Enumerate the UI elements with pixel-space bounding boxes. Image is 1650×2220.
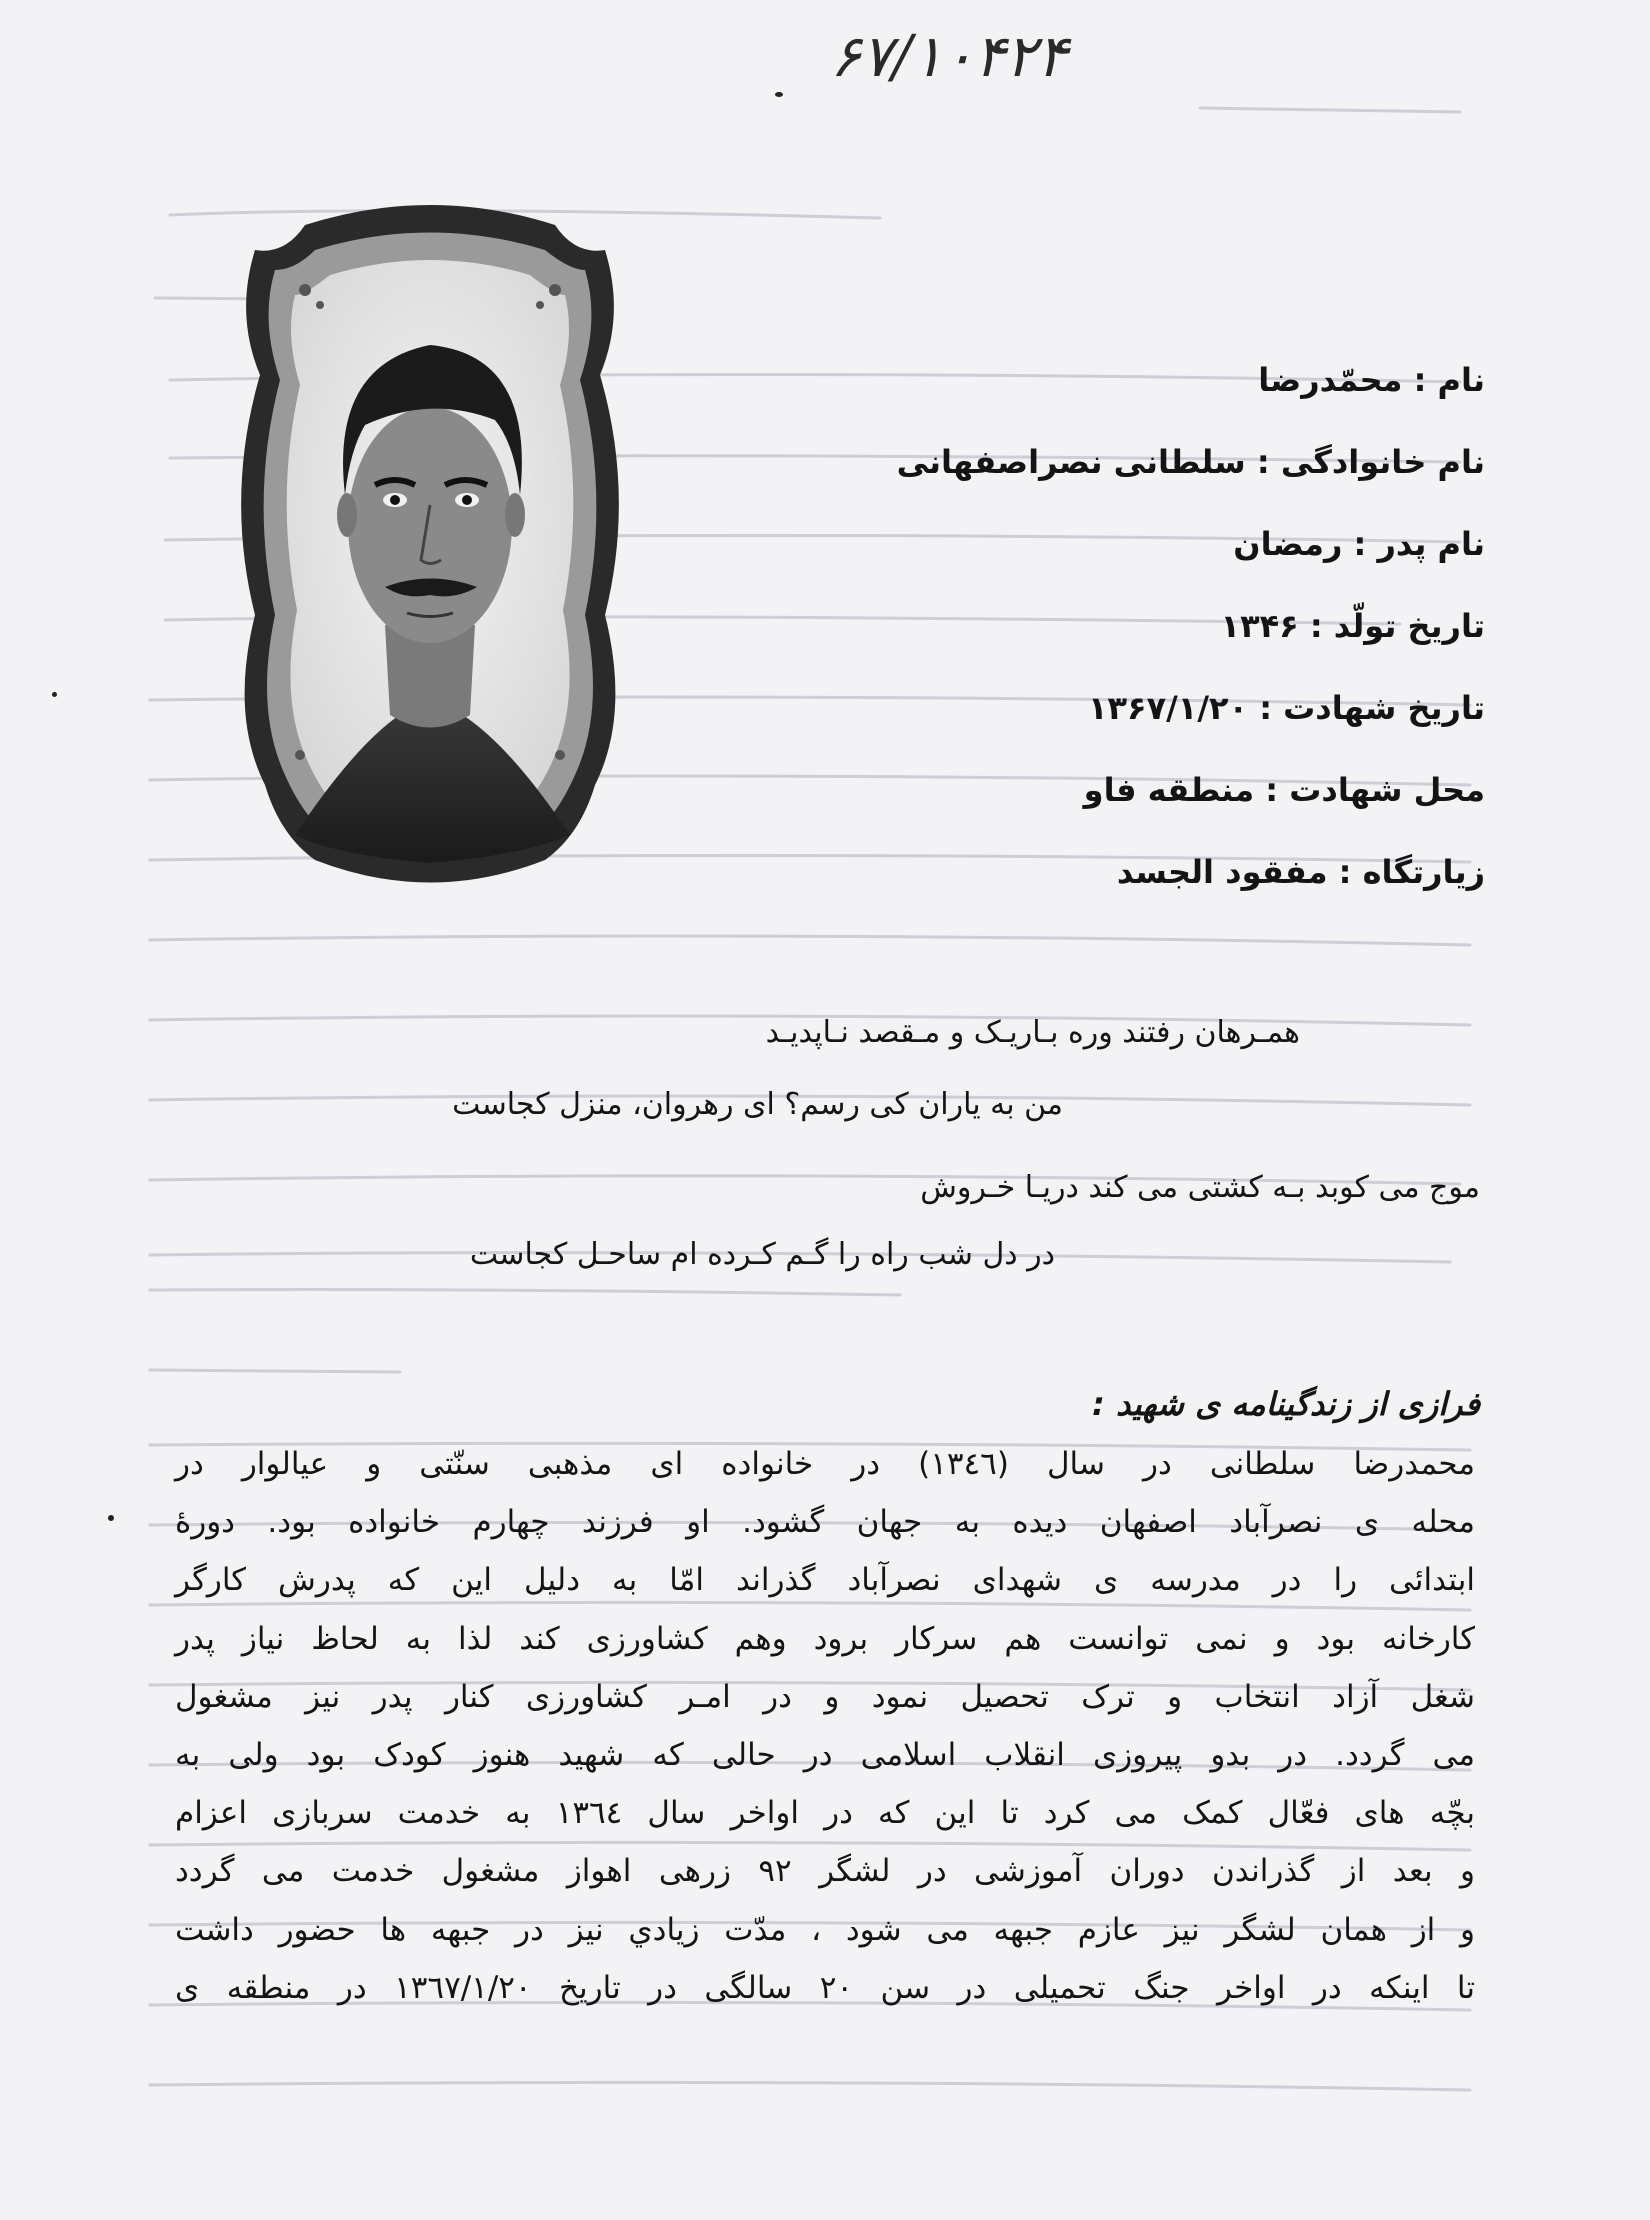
- info-label: تاریخ شهادت: [1283, 689, 1485, 727]
- scan-speck: [108, 1515, 114, 1521]
- info-value: سلطانی نصراصفهانی: [896, 443, 1246, 481]
- poem-line: موج می کوبد بـه کشتی می کند دریـا خـروش: [920, 1170, 1480, 1205]
- info-separator: :: [1254, 771, 1290, 809]
- poem-line: در دل شب راه را گـم کـرده ام ساحـل کجاست: [469, 1237, 1055, 1272]
- info-value: محمّدرضا: [1258, 361, 1403, 399]
- bio-line: محله ی نصرآباد اصفهان دیده به جهان گشود. او فرزند چهارم خانواده بود. دورهٔ: [175, 1504, 1475, 1541]
- poem-verse-4: [140, 1237, 1480, 1272]
- info-separator: :: [1342, 525, 1378, 563]
- martyr-portrait: [225, 195, 635, 895]
- bio-line: کارخانه بود و نمی توانست هم سرکار برود وهم کشاورزی کند لذا به لحاظ نیاز پدر: [175, 1620, 1475, 1657]
- info-value: منطقه فاو: [1083, 771, 1255, 809]
- bio-line: ابتدائی را در مدرسه ی شهدای نصرآباد گذراند امّا به دلیل این که پدرش کارگر: [175, 1562, 1475, 1599]
- info-label: نام خانوادگی: [1280, 443, 1485, 481]
- info-label: نام: [1437, 361, 1485, 399]
- info-value: ۱۳۴۶: [1220, 607, 1299, 645]
- info-separator: :: [1248, 689, 1284, 727]
- bio-line: محمدرضا سلطانی در سال (۱۳٤٦) در خانواده ای مذهبی سنّتی و عیالوار در: [175, 1446, 1476, 1482]
- poem-line: همـرهان رفتند وره بـاریـک و مـقصد نـاپدیـد: [765, 1015, 1300, 1050]
- poem-verse-1: [140, 1015, 1480, 1050]
- scan-speck: [775, 92, 783, 97]
- scan-speck: [52, 692, 57, 697]
- info-value: ۱۳۶۷/۱/۲۰: [1087, 689, 1249, 727]
- info-label: زیارتگاه: [1362, 853, 1485, 891]
- info-label: تاریخ تولّد: [1333, 607, 1485, 645]
- bio-line: تا اینکه در اواخر جنگ تحمیلی در سن ۲۰ سالگی در تاریخ ۱۳٦۷/۱/۲۰ در منطقه ی: [175, 1969, 1476, 2006]
- poem-verse-3: [140, 1170, 1480, 1205]
- info-line: [765, 673, 1485, 755]
- info-label: نام پدر: [1377, 525, 1485, 563]
- poem-line: من به یاران کی رسم؟ ای رهروان، منزل کجاست: [452, 1087, 1063, 1122]
- bio-line: شغل آزاد انتخاب و ترک تحصیل نمود و در امـر کشاورزی کنار پدر نیز مشغول: [175, 1678, 1475, 1715]
- bio-line: می گردد. در بدو پیروزی انقلاب اسلامی در حالی که شهید هنوز کودک بود ولی به: [175, 1737, 1475, 1774]
- info-value: رمضان: [1233, 525, 1343, 563]
- martyr-info: [765, 345, 1485, 919]
- info-line: [765, 345, 1485, 427]
- bio-line: بچّه های فعّال کمک می کرد تا این که در اواخر سال ۱۳٦٤ به خدمت سربازی اعزام: [175, 1795, 1475, 1832]
- info-line: [765, 427, 1485, 509]
- handwritten-file-number: ۶۷/۱۰۴۲۴: [830, 22, 1068, 90]
- info-separator: :: [1245, 443, 1281, 481]
- info-line: [765, 591, 1485, 673]
- info-value: مفقود الجسد: [1116, 853, 1328, 891]
- bio-line: و بعد از گذراندن دوران آموزشی در لشگر ۹۲ زرهی اهواز مشغول خدمت می گردد: [175, 1853, 1475, 1890]
- info-line: [765, 755, 1485, 837]
- info-separator: :: [1298, 607, 1334, 645]
- info-line: [765, 837, 1485, 919]
- poem-verse-2: [140, 1087, 1480, 1122]
- info-line: [765, 509, 1485, 591]
- info-label: محل شهادت: [1289, 771, 1485, 809]
- bio-line: و از همان لشگر نیز عازم جبهه می شود ، مدّت زیادي نیز در جبهه ها حضور داشت: [175, 1911, 1475, 1948]
- info-separator: :: [1402, 361, 1438, 399]
- info-separator: :: [1327, 853, 1363, 891]
- bio-paragraph: [175, 1435, 1475, 2017]
- bio-heading: فرازی از زندگینامه ی شهید :: [1092, 1385, 1480, 1423]
